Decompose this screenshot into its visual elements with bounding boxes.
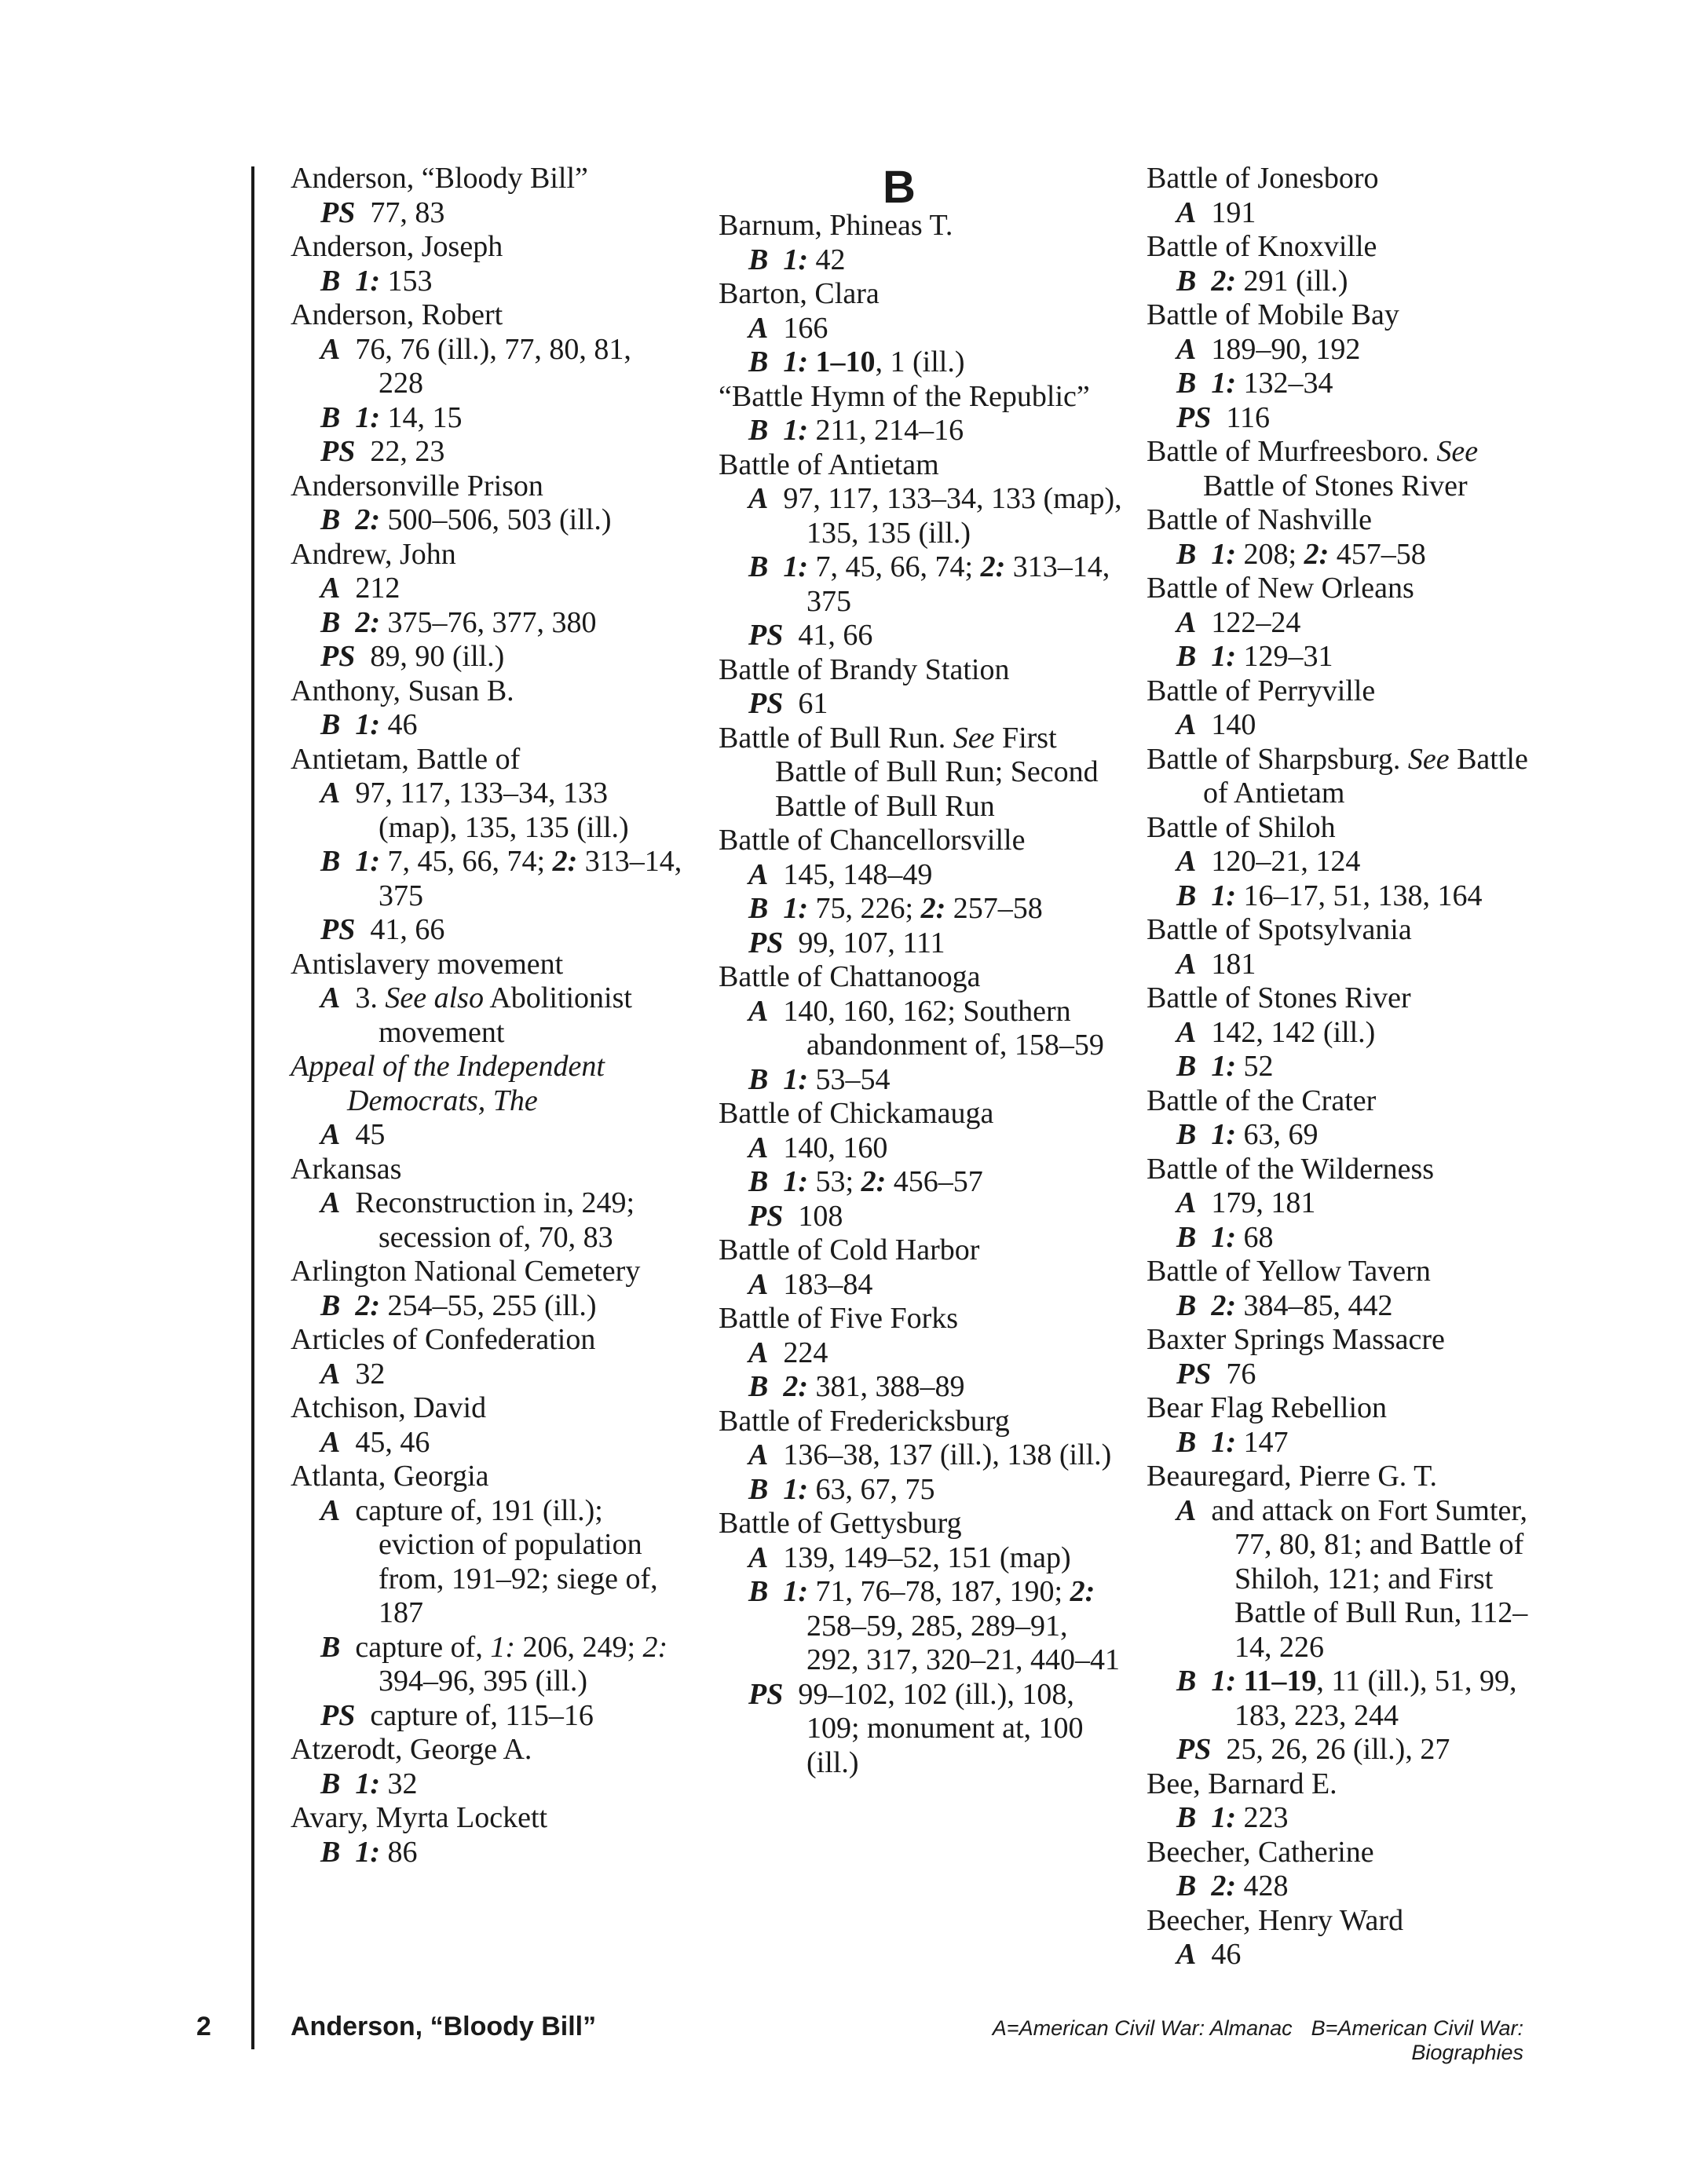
source-key-a: A=American Civil War: Almanac xyxy=(992,2016,1293,2040)
index-heading: “Battle Hymn of the Republic” xyxy=(719,379,1090,413)
index-heading: Anderson, “Bloody Bill” xyxy=(291,162,588,195)
index-heading: Arlington National Cemetery xyxy=(291,1255,641,1288)
index-subentry: A 181 xyxy=(1176,947,1256,981)
index-heading: Battle of Sharpsburg. See Battle of Antietam xyxy=(1147,742,1528,810)
index-heading: Battle of Chattanooga xyxy=(719,960,981,993)
running-head: Anderson, “Bloody Bill” xyxy=(291,2012,597,2041)
index-subentry: A capture of, 191 (ill.); eviction of population from, 191–92; siege of, 187 xyxy=(320,1493,658,1629)
index-subentry: A 140 xyxy=(1176,708,1256,741)
index-subentry: A Reconstruction in, 249; secession of, 70, 83 xyxy=(320,1186,635,1254)
index-subentry: B 2: 384–85, 442 xyxy=(1176,1288,1393,1322)
index-subentry: B 1: 53–54 xyxy=(748,1062,891,1096)
index-subentry: B 2: 254–55, 255 (ill.) xyxy=(320,1288,597,1322)
index-heading: Battle of Jonesboro xyxy=(1147,162,1379,195)
index-subentry: B 1: 71, 76–78, 187, 190; 2: 258–59, 285, 289–91, 292, 317, 320–21, 440–41 xyxy=(748,1575,1120,1676)
index-subentry: A 145, 148–49 xyxy=(748,857,933,891)
index-subentry: A 189–90, 192 xyxy=(1176,332,1361,366)
index-heading: Battle of Gettysburg xyxy=(719,1507,962,1540)
index-heading: Battle of Nashville xyxy=(1147,503,1373,536)
index-subentry: B 1: 52 xyxy=(1176,1050,1274,1083)
index-subentry: A 32 xyxy=(320,1357,386,1391)
index-subentry: PS 108 xyxy=(748,1199,843,1233)
index-heading: Bear Flag Rebellion xyxy=(1147,1391,1388,1424)
index-subentry: B 1: 63, 67, 75 xyxy=(748,1472,935,1506)
index-heading: Bee, Barnard E. xyxy=(1147,1767,1337,1800)
index-subentry: B 2: 375–76, 377, 380 xyxy=(320,605,597,639)
column-rule xyxy=(251,166,254,2049)
index-subentry: PS 41, 66 xyxy=(748,619,873,652)
index-subentry: A 3. See also Abolitionist movement xyxy=(320,981,632,1049)
index-subentry: B 1: 46 xyxy=(320,708,418,741)
index-heading: Battle of the Wilderness xyxy=(1147,1152,1435,1186)
index-heading: Antietam, Battle of xyxy=(291,742,521,776)
source-key xyxy=(880,2016,1523,2065)
index-subentry: A 140, 160 xyxy=(748,1131,888,1164)
index-subentry: B 1: 53; 2: 456–57 xyxy=(748,1165,983,1198)
index-subentry: A 97, 117, 133–34, 133 (map), 135, 135 (ill.) xyxy=(748,482,1122,550)
index-heading: Barton, Clara xyxy=(719,277,880,310)
index-subentry: PS 22, 23 xyxy=(320,435,445,468)
index-subentry: A 191 xyxy=(1176,196,1256,229)
index-column-3 xyxy=(1147,162,1555,1972)
index-heading: Battle of the Crater xyxy=(1147,1084,1377,1117)
index-subentry: B 1: 1–10, 1 (ill.) xyxy=(748,345,965,378)
index-subentry: A 76, 76 (ill.), 77, 80, 81, 228 xyxy=(320,332,631,400)
index-subentry: B 1: 42 xyxy=(748,243,846,276)
index-heading: Battle of Chancellorsville xyxy=(719,824,1026,857)
index-heading: Battle of Mobile Bay xyxy=(1147,298,1399,331)
index-subentry: A 166 xyxy=(748,311,828,345)
index-heading: Battle of Fredericksburg xyxy=(719,1404,1010,1438)
index-subentry: B 1: 147 xyxy=(1176,1425,1289,1459)
page-number: 2 xyxy=(196,2012,211,2041)
index-subentry: A 179, 181 xyxy=(1176,1186,1316,1219)
index-subentry: B 2: 291 (ill.) xyxy=(1176,264,1348,298)
index-subentry: B 1: 11–19, 11 (ill.), 51, 99, 183, 223, 244 xyxy=(1176,1665,1517,1732)
index-column-1 xyxy=(291,162,683,1869)
index-subentry: B 1: 68 xyxy=(1176,1220,1274,1254)
index-heading: Beauregard, Pierre G. T. xyxy=(1147,1460,1437,1493)
index-subentry: PS 89, 90 (ill.) xyxy=(320,640,505,673)
index-subentry: A 45 xyxy=(320,1118,386,1151)
index-subentry: PS 25, 26, 26 (ill.), 27 xyxy=(1176,1733,1450,1766)
index-subentry: A 136–38, 137 (ill.), 138 (ill.) xyxy=(748,1438,1112,1471)
index-subentry: B 1: 86 xyxy=(320,1835,418,1869)
index-subentry: A 97, 117, 133–34, 133 (map), 135, 135 (ill.) xyxy=(320,777,629,844)
index-column-2 xyxy=(719,162,1127,1780)
index-subentry: A 224 xyxy=(748,1336,828,1369)
index-heading: Barnum, Phineas T. xyxy=(719,209,953,242)
index-subentry: B 1: 32 xyxy=(320,1767,418,1800)
index-heading: Atchison, David xyxy=(291,1391,487,1424)
index-heading: Baxter Springs Massacre xyxy=(1147,1323,1445,1356)
index-heading: Arkansas xyxy=(291,1152,402,1186)
index-subentry: A 142, 142 (ill.) xyxy=(1176,1015,1376,1049)
index-subentry: B 1: 63, 69 xyxy=(1176,1118,1318,1151)
index-subentry: B 1: 208; 2: 457–58 xyxy=(1176,537,1426,571)
index-subentry: B 1: 132–34 xyxy=(1176,367,1333,400)
index-subentry: A 45, 46 xyxy=(320,1425,430,1459)
index-heading: Battle of Perryville xyxy=(1147,674,1376,707)
index-heading: Battle of New Orleans xyxy=(1147,572,1414,605)
index-heading: Battle of Cold Harbor xyxy=(719,1234,980,1266)
index-subentry: B 1: 7, 45, 66, 74; 2: 313–14, 375 xyxy=(748,550,1110,618)
index-heading: Battle of Shiloh xyxy=(1147,810,1336,844)
index-subentry: B 2: 428 xyxy=(1176,1869,1289,1902)
index-heading: Beecher, Catherine xyxy=(1147,1835,1374,1869)
index-heading: Battle of Five Forks xyxy=(719,1302,959,1335)
index-subentry: PS 99, 107, 111 xyxy=(748,926,945,959)
index-heading: Anderson, Robert xyxy=(291,298,503,331)
index-subentry: B 1: 16–17, 51, 138, 164 xyxy=(1176,879,1483,912)
index-subentry: B 1: 129–31 xyxy=(1176,640,1333,673)
index-subentry: A 139, 149–52, 151 (map) xyxy=(748,1541,1071,1574)
index-subentry: PS capture of, 115–16 xyxy=(320,1698,594,1732)
index-subentry: A 122–24 xyxy=(1176,605,1301,639)
index-subentry: PS 116 xyxy=(1176,400,1270,434)
index-subentry: PS 99–102, 102 (ill.), 108, 109; monument at, 100 (ill.) xyxy=(748,1677,1084,1779)
index-heading: Beecher, Henry Ward xyxy=(1147,1903,1404,1937)
index-heading: Atlanta, Georgia xyxy=(291,1460,489,1493)
index-heading: Anderson, Joseph xyxy=(291,230,503,263)
index-subentry: A 120–21, 124 xyxy=(1176,845,1361,878)
index-subentry: B capture of, 1: 206, 249; 2: 394–96, 395 (ill.) xyxy=(320,1630,668,1698)
index-subentry: B 1: 7, 45, 66, 74; 2: 313–14, 375 xyxy=(320,845,682,912)
index-heading: Battle of Knoxville xyxy=(1147,230,1377,263)
index-subentry: B 1: 223 xyxy=(1176,1801,1289,1834)
index-heading: Battle of Stones River xyxy=(1147,981,1411,1014)
index-heading: Battle of Yellow Tavern xyxy=(1147,1255,1431,1288)
index-subentry: B 2: 381, 388–89 xyxy=(748,1370,965,1403)
index-heading: Andrew, John xyxy=(291,537,456,571)
index-heading: Andersonville Prison xyxy=(291,469,543,503)
index-heading: Battle of Chickamauga xyxy=(719,1097,994,1130)
index-subentry: PS 61 xyxy=(748,687,828,720)
index-subentry: PS 41, 66 xyxy=(320,913,445,946)
index-subentry: A 183–84 xyxy=(748,1267,873,1301)
index-heading: Antislavery movement xyxy=(291,947,564,981)
index-subentry: B 1: 153 xyxy=(320,264,433,298)
index-heading: Battle of Murfreesboro. See Battle of Stones River xyxy=(1147,435,1479,503)
index-subentry: A and attack on Fort Sumter, 77, 80, 81; and Battle of Shiloh, 121; and First Battle of Bull Run, 112–14, 226 xyxy=(1176,1493,1528,1664)
index-heading: Atzerodt, George A. xyxy=(291,1733,532,1766)
index-subentry: PS 76 xyxy=(1176,1357,1256,1391)
index-subentry: A 212 xyxy=(320,572,400,605)
index-heading: Battle of Bull Run. See First Battle of Bull Run; Second Battle of Bull Run xyxy=(719,721,1099,823)
index-heading: Articles of Confederation xyxy=(291,1323,596,1356)
index-heading: Battle of Spotsylvania xyxy=(1147,913,1412,946)
index-subentry: B 1: 211, 214–16 xyxy=(748,414,964,447)
index-subentry: PS 77, 83 xyxy=(320,196,445,229)
index-heading: Battle of Antietam xyxy=(719,448,939,481)
index-heading: Anthony, Susan B. xyxy=(291,674,514,707)
index-subentry: B 1: 75, 226; 2: 257–58 xyxy=(748,892,1043,925)
index-subentry: B 2: 500–506, 503 (ill.) xyxy=(320,503,612,536)
section-letter: B xyxy=(883,162,916,213)
index-subentry: A 46 xyxy=(1176,1938,1242,1971)
source-key-b: B=American Civil War: Biographies xyxy=(1311,2016,1523,2064)
index-subentry: A 140, 160, 162; Southern abandonment of, 158–59 xyxy=(748,994,1104,1062)
index-heading: Avary, Myrta Lockett xyxy=(291,1801,548,1834)
index-subentry: B 1: 14, 15 xyxy=(320,400,463,434)
index-heading: Battle of Brandy Station xyxy=(719,652,1010,686)
index-heading: Appeal of the Independent Democrats, The xyxy=(291,1050,605,1117)
